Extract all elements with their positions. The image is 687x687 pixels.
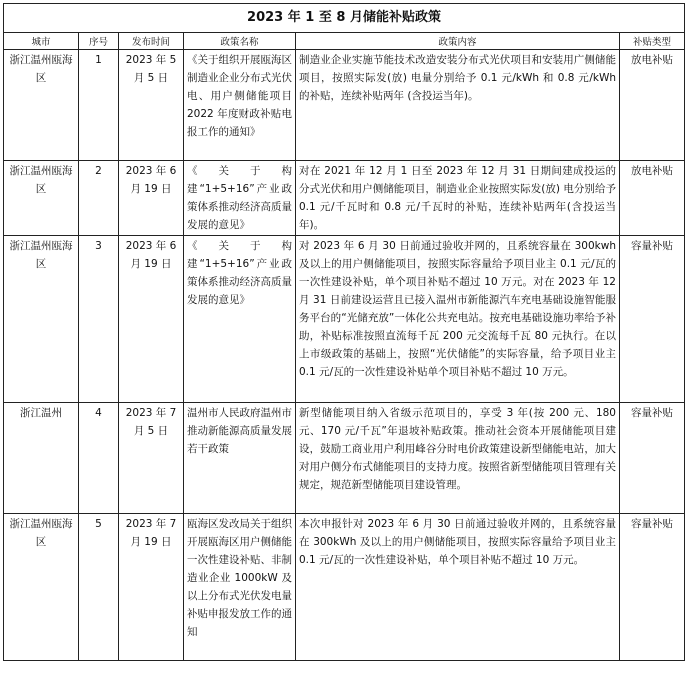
header-policy-name: 政策名称 xyxy=(184,33,296,50)
table-title: 2023 年 1 至 8 月储能补贴政策 xyxy=(4,4,685,33)
header-city: 城市 xyxy=(4,33,79,50)
cell-date: 2023 年 7 月 5 日 xyxy=(119,403,184,514)
cell-subsidy-type: 容量补贴 xyxy=(620,236,685,403)
table-row xyxy=(4,514,685,661)
table-row xyxy=(4,50,685,161)
cell-city: 浙江温州瓯海区 xyxy=(4,236,79,403)
cell-no: 2 xyxy=(79,161,119,236)
cell-policy-name: 温州市人民政府温州市推动新能源高质量发展若干政策 xyxy=(184,403,296,514)
cell-policy-content: 对 2023 年 6 月 30 日前通过验收并网的，且系统容量在 300kwh 及以上的用户侧储能项目，按照实际容量给予项目业主 0.1 元/瓦的一次性建设补贴，单个项目补贴不超过 10 万元。对在 2023 年 12 月 31 日前建设运营且已接入温州市新能源汽车充电基础设施智能服务平台的“光储充放”一体化公共充电站。按充电基础设施功率给予补助，补贴标准按照直流每千瓦 200 元交流每千瓦 80 元执行。在以上市级政策的基础上，按照“光伏储能”的实际容量，给予项目业主 0.1 元/瓦的一次性建设补贴单个项目补贴不超过 10 万元。 xyxy=(296,236,620,403)
cell-policy-name: 《关于构建“1+5+16”产业政策体系推动经济高质量发展的意见》 xyxy=(184,161,296,236)
cell-date: 2023 年 6 月 19 日 xyxy=(119,161,184,236)
cell-policy-content: 本次申报针对 2023 年 6 月 30 日前通过验收并网的，且系统容量在 300kWh 及以上的用户侧储能项目，按照实际容量给予项目业主 0.1 元/瓦的一次性建设补贴，单个项目补贴不超过 10 万元。 xyxy=(296,514,620,661)
header-date: 发布时间 xyxy=(119,33,184,50)
cell-city: 浙江温州瓯海区 xyxy=(4,161,79,236)
cell-policy-content: 制造业企业实施节能技术改造安装分布式光伏项目和安装用广侧储能项目，按照实际发(放) 电量分别给予 0.1 元/kWh 和 0.8 元/kWh 的补贴，连续补贴两年 (含投运当年)。 xyxy=(296,50,620,161)
cell-city: 浙江温州瓯海区 xyxy=(4,50,79,161)
cell-no: 3 xyxy=(79,236,119,403)
cell-subsidy-type: 放电补贴 xyxy=(620,50,685,161)
cell-no: 4 xyxy=(79,403,119,514)
cell-subsidy-type: 容量补贴 xyxy=(620,514,685,661)
cell-city: 浙江温州瓯海区 xyxy=(4,514,79,661)
cell-policy-name: 瓯海区发改局关于组织开展瓯海区用户侧储能一次性建设补贴、非制造业企业 1000kW 及以上分布式光伏发电量补贴申报发放工作的通知 xyxy=(184,514,296,661)
cell-subsidy-type: 放电补贴 xyxy=(620,161,685,236)
cell-date: 2023 年 5 月 5 日 xyxy=(119,50,184,161)
table-row xyxy=(4,236,685,403)
cell-date: 2023 年 6 月 19 日 xyxy=(119,236,184,403)
header-policy-content: 政策内容 xyxy=(296,33,620,50)
cell-city: 浙江温州 xyxy=(4,403,79,514)
cell-no: 5 xyxy=(79,514,119,661)
table-row xyxy=(4,161,685,236)
cell-subsidy-type: 容量补贴 xyxy=(620,403,685,514)
table-row xyxy=(4,403,685,514)
header-subsidy-type: 补贴类型 xyxy=(620,33,685,50)
cell-date: 2023 年 7 月 19 日 xyxy=(119,514,184,661)
cell-policy-content: 对在 2021 年 12 月 1 日至 2023 年 12 月 31 日期间建成投运的分式光伏和用户侧储能项目，制造业企业按照实际发(放) 电分别给予 0.1 元/千瓦时和 0.8 元/千瓦时的补贴，连续补贴两年(含投运当年)。 xyxy=(296,161,620,236)
cell-policy-content: 新型储能项目纳入省级示范项目的，享受 3 年(按 200 元、180 元、170 元/千瓦”年退坡补贴政策。推动社会资本开展储能项目建设，鼓励工商业用户利用峰谷分时电价政策建设新型储能电站，加大对用户侧分布式储能项目的支持力度。按照省新型储能项目管理有关规定，规范新型储能项目建设管理。 xyxy=(296,403,620,514)
cell-policy-name: 《关于组织开展瓯海区制造业企业分布式光伏电、用户侧储能项目 2022 年度财政补贴电报工作的通知》 xyxy=(184,50,296,161)
policy-table xyxy=(3,3,685,661)
cell-policy-name: 《关于构建“1+5+16”产业政策体系推动经济高质量发展的意见》 xyxy=(184,236,296,403)
cell-no: 1 xyxy=(79,50,119,161)
header-no: 序号 xyxy=(79,33,119,50)
